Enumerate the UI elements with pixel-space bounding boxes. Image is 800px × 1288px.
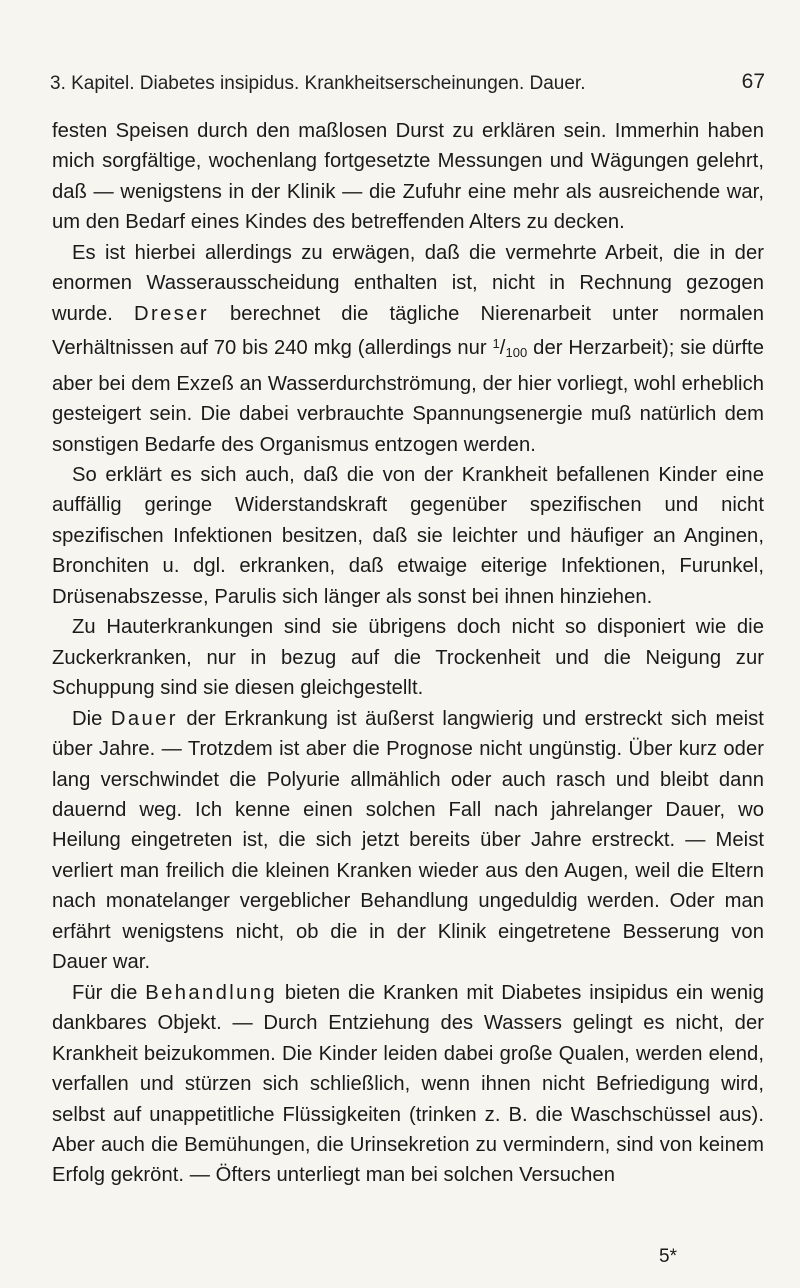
paragraph-3 bbox=[52, 460, 764, 612]
paragraph-text: berechnet die tägliche Nierenarbeit unter normalen Verhältnissen auf 70 bis 240 mkg (allerdings nur bbox=[52, 302, 764, 360]
paragraph-2 bbox=[52, 238, 764, 460]
paragraph-text: Für die bbox=[72, 981, 138, 1004]
spaced-keyword: Behandlung bbox=[145, 981, 278, 1004]
page-number: 67 bbox=[741, 70, 765, 93]
paragraph-text: So erklärt es sich auch, daß die von der Krankheit befallenen Kinder eine auffällig geringe Widerstandskraft gegenüber spezifischen und nicht spezifischen Infektionen besitzen, daß sie leichter und häufiger an Anginen, Bronchiten u. dgl. erkranken, daß etwaige eiterige Infektionen, Furunkel, Drüsenabszesse, Parulis sich länger als sonst bei ihnen hinziehen. bbox=[52, 463, 764, 608]
paragraph-text: der Herzarbeit); sie dürfte aber bei dem Exzeß an Wasserdurchströmung, der hier vorliegt, wohl erheblich gesteigert sein. Die dabei verbrauchte Spannungsenergie muß natürlich dem sonstigen Bedarfe des Organismus entzogen werden. bbox=[52, 337, 764, 456]
body-text bbox=[52, 116, 764, 1191]
paragraph-text: Zu Hauterkrankungen sind sie übrigens doch nicht so disponiert wie die Zuckerkranken, nur in bezug auf die Trockenheit und die Neigung zur Schuppung sind sie diesen gleichgestellt. bbox=[52, 616, 764, 700]
paragraph-5 bbox=[52, 704, 764, 978]
paragraph-6 bbox=[52, 978, 764, 1191]
paragraph-1 bbox=[52, 116, 764, 238]
fraction-numerator: 1 bbox=[492, 336, 500, 352]
fraction-denominator: 100 bbox=[505, 345, 528, 361]
spaced-keyword: Dauer bbox=[110, 707, 178, 730]
paragraph-text: festen Speisen durch den maßlosen Durst zu erklären sein. Immerhin haben mich sorgfältige, wochenlang fortgesetzte Messungen und Wägungen gelehrt, daß — wenigstens in der Klinik — die Zufuhr eine mehr als ausreichende war, um den Bedarf eines Kindes des betreffenden Alters zu decken. bbox=[52, 120, 764, 234]
spaced-author-name: Dreser bbox=[133, 302, 209, 325]
paragraph-text: bieten die Kranken mit Diabetes insipidus ein wenig dankbares Objekt. — Durch Entziehung des Wassers gelingt es nicht, der Krankheit beizukommen. Die Kinder leiden dabei große Qualen, werden elend, verfallen und stürzen sich schließlich, wenn ihnen nicht Befriedigung wird, selbst auf unappetitliche Flüssigkeiten (trinken z. B. die Waschschüssel aus). Aber auch die Bemühungen, die Urinsekretion zu vermindern, sind von keinem Erfolg gekrönt. — Öfters unterliegt man bei solchen Versuchen bbox=[52, 981, 764, 1187]
paragraph-text: der Erkrankung ist äußerst langwierig und erstreckt sich meist über Jahre. — Trotzdem ist aber die Prognose nicht ungünstig. Über kurz oder lang verschwindet die Polyurie allmählich oder auch rasch und bleibt dann dauernd weg. Ich kenne einen solchen Fall nach jahrelanger Dauer, wo Heilung eingetreten ist, die sich jetzt bereits über Jahre erstreckt. — Meist verliert man freilich die kleinen Kranken wieder aus den Augen, weil die Eltern nach monatelanger vergeblicher Behandlung ungeduldig werden. Oder man erfährt wenigstens nicht, ob die in der Klinik eingetretene Besserung von Dauer war. bbox=[52, 707, 764, 974]
paragraph-text: Die bbox=[72, 707, 103, 730]
paragraph-4 bbox=[52, 612, 764, 703]
signature-mark: 5* bbox=[659, 1246, 677, 1267]
paragraph-text: Es ist hierbei allerdings zu erwägen, daß die vermehrte Arbeit, die in der enormen Wasserausscheidung enthalten ist, nicht in Rechnung gezogen wurde. bbox=[52, 241, 764, 325]
chapter-title: 3. Kapitel. Diabetes insipidus. Krankheitserscheinungen. Dauer. bbox=[50, 73, 586, 94]
fraction: $^1/_{100}$ bbox=[492, 336, 528, 361]
